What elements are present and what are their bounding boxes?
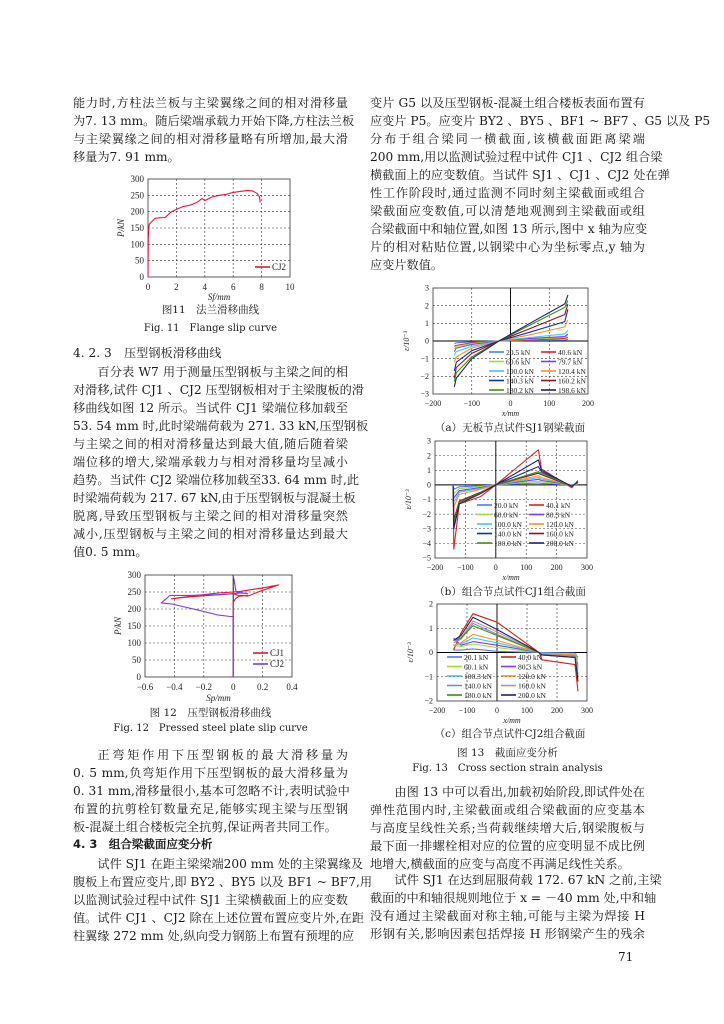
x-axis-label: Sf/mm: [207, 292, 231, 302]
text-line: 值。试件 CJ1 、CJ2 除在上述位置布置应变片外,在距: [73, 911, 364, 925]
y-tick-label: 2: [429, 599, 433, 609]
legend-label: 20.0 kN: [494, 501, 519, 510]
x-tick-label: −100: [458, 706, 476, 715]
x-tick-label: −0.6: [136, 682, 154, 692]
x-tick-label: −0.4: [166, 682, 183, 692]
legend-label: 140.0 kN: [494, 529, 522, 539]
x-tick-label: 0: [495, 706, 499, 715]
page-number: 71: [618, 950, 634, 964]
paragraph: [73, 363, 369, 561]
legend-label: 40.0 kN: [518, 653, 543, 662]
text-line: 值0. 5 mm。: [73, 545, 148, 559]
x-tick-label: −100: [457, 563, 474, 572]
x-tick-label: 0.2: [256, 682, 269, 692]
subfigure-caption: （c）组合节点试件CJ2组合截面: [434, 728, 586, 740]
text-line: 端位移的增大,梁端承载力与相对滑移量均呈减小: [73, 455, 348, 469]
x-tick-label: 100: [520, 563, 533, 572]
x-axis-label: x/mm: [502, 573, 520, 582]
text-line: 与主梁翼缘之间的相对滑移量略有所增加,最大滑: [73, 132, 348, 146]
x-tick-label: 100: [543, 399, 556, 408]
legend-label: 120.0 kN: [518, 672, 546, 681]
text-line: 减小,压型钢板与主梁之间的相对滑移量达到最大: [73, 527, 348, 541]
y-tick-label: 1: [427, 465, 431, 475]
legend-label: 160.0 kN: [518, 681, 546, 691]
figure-caption-en: Fig. 11 Flange slip curve: [143, 323, 278, 334]
y-tick-label: 1: [425, 318, 429, 328]
figure-caption-zh: 图11 法兰滑移曲线: [161, 304, 260, 316]
y-tick-label: −5: [422, 553, 431, 563]
text-line: 试件 SJ1 在距主梁梁端200 mm 处的主梁翼缘及: [97, 857, 364, 871]
text-line: 柱翼缘 272 mm 处,纵向受力钢筋上布置有预埋的应: [73, 929, 355, 943]
legend-label: 160.0 kN: [546, 529, 574, 539]
y-tick-label: 3: [425, 283, 429, 293]
legend-label: 60.6 kN: [506, 357, 531, 367]
text-line: 能力时,方柱法兰板与主梁翼缘之间的相对滑移量: [73, 96, 348, 110]
text-line: 时梁端荷载为 217. 67 kN,由于压型钢板与混凝土板: [73, 491, 356, 505]
text-line: 板-混凝土组合楼板完全抗剪,保证两者共同工作。: [73, 820, 337, 834]
text-line: 腹板上布置应变片,即 BY2 、BY5 以及 BF1 ~ BF7,用: [73, 875, 373, 889]
text-line: 移量为7. 91 mm。: [73, 150, 180, 164]
x-tick-label: 0: [145, 282, 151, 292]
y-axis-label: P/kN: [116, 219, 126, 237]
text-line: 由图 13 中可以看出,加载初始阶段,即试件处在: [394, 785, 645, 799]
x-tick-label: 100: [521, 706, 533, 715]
y-tick-label: −3: [422, 524, 431, 534]
x-tick-label: 200: [550, 563, 563, 572]
subfigure-caption: （b）组合节点试件CJ1组合截面: [434, 586, 586, 598]
y-tick-label: 150: [127, 620, 141, 631]
y-axis-label: ε/10⁻³: [404, 489, 413, 510]
text-line: 应变片 P5。应变片 BY2 、BY5 、BF1 ~ BF7 、G5 以及 P5: [370, 114, 711, 128]
chart-fig13b: [404, 437, 593, 582]
x-tick-label: −200: [424, 399, 442, 408]
y-tick-label: −3: [420, 389, 429, 399]
y-axis-label: ε/10⁻³: [402, 331, 411, 351]
y-tick-label: 0: [136, 671, 141, 682]
x-tick-label: 10: [285, 282, 295, 292]
legend-label: 80.3 kN: [518, 662, 543, 672]
legend-label: 79.7 kN: [558, 357, 583, 367]
figure-caption-en: Fig. 12 Pressed steel plate slip curve: [113, 723, 308, 734]
y-tick-label: 300: [130, 173, 144, 184]
paragraph: [73, 746, 348, 836]
y-tick-label: 0: [427, 480, 431, 490]
text-line: 合梁截面中和轴位置,如图 13 所示,图中 x 轴为应变: [370, 222, 648, 236]
x-tick-label: 0: [493, 563, 498, 572]
y-tick-label: 250: [127, 586, 141, 597]
chart-fig13c: [406, 600, 593, 725]
x-tick-label: −0.2: [195, 682, 212, 692]
text-line: 百分表 W7 用于测量压型钢板与主梁之间的相: [97, 365, 348, 379]
text-line: 为7. 13 mm。随后梁端承载力开始下降,方柱法兰板: [73, 114, 355, 128]
y-axis-label: ε/10⁻³: [406, 642, 415, 663]
legend-label: 180.0 kN: [494, 539, 522, 548]
x-tick-label: −100: [463, 399, 481, 408]
text-line: 试件 SJ1 在达到屈服荷载 172. 67 kN 之前,主梁: [394, 873, 662, 887]
figure-caption-zh: 图 12 压型钢板滑移曲线: [149, 707, 272, 719]
section-heading: 4. 2. 3 压型钢板滑移曲线: [73, 346, 222, 360]
text-line: 梁截面应变数值,可以清楚地观测到主梁截面或组: [370, 204, 645, 218]
text-line: 没有通过主梁截面对称主轴,可能与主梁为焊接 H: [370, 909, 645, 923]
x-tick-label: −200: [426, 563, 444, 572]
text-line: 趋势。当试件 CJ2 梁端位移加载至33. 64 mm 时,此: [73, 473, 360, 487]
legend-label: CJ1: [270, 648, 285, 658]
text-line: 移曲线如图 12 所示。当试件 CJ1 梁端位移加载至: [73, 401, 348, 415]
legend-label: 20.1 kN: [464, 653, 489, 662]
y-tick-label: 200: [127, 603, 141, 614]
legend-label: 20.5 kN: [506, 348, 531, 357]
legend-label: CJ2: [272, 262, 287, 272]
y-tick-label: 0: [425, 336, 429, 346]
legend-label: 198.6 kN: [558, 386, 586, 395]
text-line: 与高度呈线性关系;当荷载继续增大后,钢梁腹板与: [370, 821, 645, 835]
x-tick-label: 0: [508, 399, 513, 408]
x-axis-label: x/mm: [501, 409, 520, 418]
legend-label: 100.3 kN: [464, 672, 492, 681]
x-tick-label: 6: [230, 282, 236, 292]
text-line: 分布于组合梁同一横截面,该横截面距离梁端: [370, 132, 645, 146]
y-tick-label: 250: [130, 190, 144, 201]
legend-label: 100.0 kN: [494, 520, 522, 529]
legend-label: 180.2 kN: [506, 386, 534, 395]
y-tick-label: 0: [429, 648, 433, 658]
text-line: 应变片数值。: [370, 258, 444, 272]
text-line: 以监测试验过程中试件 SJ1 主梁横截面上的应变数: [73, 893, 348, 907]
text-line: 0. 5 mm,负弯矩作用下压型钢板的最大滑移量为: [73, 766, 348, 780]
x-tick-label: 0.4: [286, 682, 298, 692]
y-tick-label: 0: [139, 271, 144, 282]
y-tick-label: 50: [135, 255, 144, 266]
x-axis-label: Sp/mm: [206, 693, 231, 703]
text-line: 性工作阶段时,通过监测不同时刻主梁截面或组合: [370, 186, 645, 200]
text-line: 脱离,导致压型钢板与主梁之间的相对滑移量突然: [73, 509, 348, 523]
text-line: 形钢有关,影响因素包括焊接 H 形钢梁产生的残余: [370, 927, 645, 941]
legend-label: 200.0 kN: [518, 691, 546, 700]
legend-label: 200.0 kN: [546, 539, 574, 548]
legend-label: 40.6 kN: [558, 348, 583, 357]
x-tick-label: 200: [551, 706, 563, 715]
y-tick-label: −2: [422, 509, 431, 519]
paragraph: [370, 783, 645, 873]
figure-caption-zh: 图 13 截面应变分析: [457, 747, 558, 759]
x-axis-label: x/mm: [503, 716, 521, 725]
x-tick-label: 8: [259, 282, 264, 292]
paragraph: [73, 855, 373, 945]
y-tick-label: 1: [429, 623, 433, 633]
y-tick-label: 100: [127, 637, 141, 648]
text-line: 与主梁之间的相对滑移量达到最大值,随后随着梁: [73, 437, 348, 451]
y-tick-label: −1: [424, 672, 433, 682]
legend-label: CJ2: [270, 659, 285, 669]
chart-fig11: [116, 174, 295, 302]
text-line: 最下面一排螺栓相对应的位置的应变明显不成比例: [370, 839, 645, 853]
legend-label: 140.3 kN: [506, 376, 534, 386]
y-tick-label: −1: [420, 354, 429, 364]
y-tick-label: 2: [427, 451, 431, 461]
text-line: 200 mm,用以监测试验过程中试件 CJ1 、CJ2 组合梁: [370, 150, 663, 164]
y-tick-label: 100: [130, 239, 144, 250]
x-tick-label: 2: [174, 282, 179, 292]
x-tick-label: 300: [581, 563, 593, 572]
text-line: 横截面上的应变数值。当试件 SJ1 、CJ1 、CJ2 处在弹: [370, 168, 670, 182]
subfigure-caption: （a）无板节点试件SJ1钢梁截面: [434, 422, 586, 434]
y-tick-label: −2: [420, 371, 429, 381]
legend-label: 120.4 kN: [558, 367, 586, 376]
text-line: 截面的中和轴很规则地位于 x = －40 mm 处,中和轴: [370, 891, 657, 905]
legend-label: 180.0 kN: [464, 691, 492, 700]
y-tick-label: 200: [130, 206, 144, 217]
text-line: 弹性范围内时,主梁截面或组合梁截面的应变基本: [370, 803, 645, 817]
y-tick-label: 3: [427, 436, 431, 446]
paragraph: [73, 94, 355, 166]
legend-label: 120.0 kN: [546, 520, 574, 529]
text-line: 变片 G5 以及压型钢板-混凝土组合楼板表面布置有: [370, 96, 645, 110]
y-tick-label: 150: [130, 222, 144, 233]
y-tick-label: 300: [127, 569, 141, 580]
x-tick-label: 200: [582, 399, 594, 408]
chart-fig13a: [402, 284, 594, 418]
text-line: 0. 31 mm,滑移量很小,基本可忽略不计,表明试验中: [73, 784, 350, 798]
legend-label: 140.0 kN: [464, 681, 492, 691]
y-tick-label: −2: [424, 696, 433, 706]
legend-label: 40.1 kN: [546, 501, 571, 510]
paragraph: [370, 871, 662, 943]
paragraph: [370, 94, 711, 274]
text-line: 布置的抗剪栓钉数量充足,能够实现主梁与压型钢: [73, 802, 348, 816]
chart-fig12: [113, 570, 298, 703]
text-line: 片的相对粘贴位置,以钢梁中心为坐标零点,y 轴为: [370, 240, 645, 254]
legend-label: 60.1 kN: [464, 662, 489, 672]
figure-caption-en: Fig. 13 Cross section strain analysis: [412, 763, 603, 774]
y-tick-label: −1: [422, 495, 431, 505]
legend-label: 160.2 kN: [558, 376, 586, 386]
x-tick-label: 4: [202, 282, 208, 292]
x-tick-label: 300: [581, 706, 593, 715]
y-tick-label: 2: [425, 301, 429, 311]
text-line: 53. 54 mm 时,此时梁端荷载为 271. 33 kN,压型钢板: [73, 419, 369, 433]
text-line: 地增大,横截面的应变与高度不再满足线性关系。: [370, 857, 630, 871]
text-line: 正弯矩作用下压型钢板的最大滑移量为: [97, 748, 348, 762]
x-tick-label: 0: [230, 682, 236, 692]
legend-label: 80.3 kN: [546, 510, 571, 520]
y-tick-label: 50: [132, 654, 141, 665]
y-tick-label: −4: [422, 539, 431, 549]
section-heading: 4. 3 组合梁截面应变分析: [73, 837, 213, 851]
x-tick-label: −200: [428, 706, 446, 715]
legend-label: 100.0 kN: [506, 367, 534, 376]
text-line: 对滑移,试件 CJ1 、CJ2 压型钢板相对于主梁腹板的滑: [73, 383, 364, 397]
y-axis-label: P/kN: [113, 617, 123, 635]
legend-label: 60.0 kN: [494, 510, 519, 520]
